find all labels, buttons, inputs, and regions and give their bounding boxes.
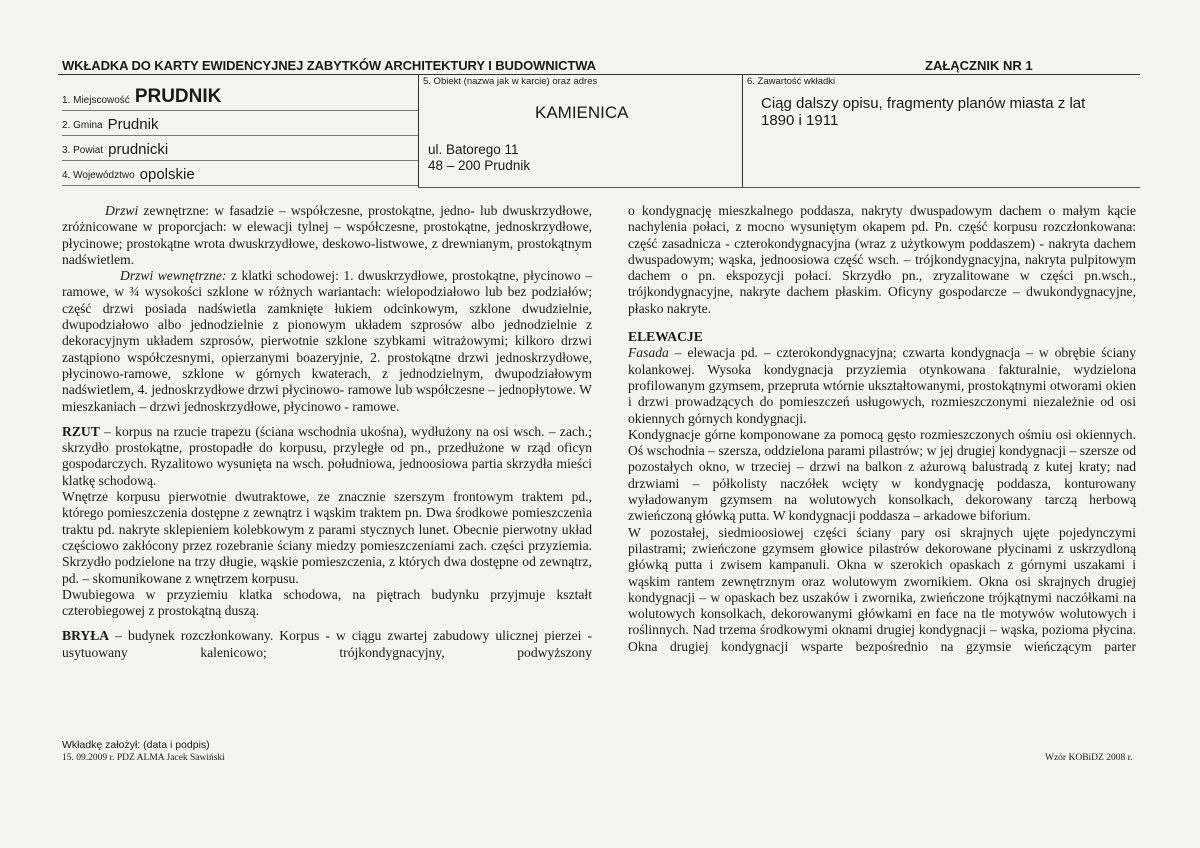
annex-label: ZAŁĄCZNIK NR 1 bbox=[925, 58, 1033, 73]
object-name: KAMIENICA bbox=[535, 103, 629, 122]
paragraph-text: – korpus na rzucie trapezu (ściana wschodnia ukośna), wydłużony na osi wsch. – zach.; skrzydło prostokątne, prostopadłe do korpusu, przyległe od pn., przedłużone w rząd oficyn gospodarczych. Ryzalitowo wysunięta na wsch. południowa, jednoosiowa partia skrzydła mieści klatkę schodową. bbox=[62, 423, 592, 488]
template-version: Wzór KOBiDZ 2008 r. bbox=[1045, 753, 1133, 763]
object-label: 5. Obiekt (nazwa jak w karcie) oraz adres bbox=[423, 76, 598, 87]
contents-text bbox=[761, 95, 1121, 129]
object-street: ul. Batorego 11 bbox=[428, 142, 519, 157]
section-heading: BRYŁA bbox=[62, 628, 110, 644]
contents-line: Ciąg dalszy opisu, fragmenty planów miasta z lat bbox=[761, 95, 1086, 112]
paragraph-lead: Drzwi wewnętrzne: bbox=[120, 268, 227, 284]
section-heading-elevations: ELEWACJE bbox=[628, 329, 703, 345]
paragraph-lead: Fasada bbox=[628, 345, 669, 361]
county-value: prudnicki bbox=[108, 141, 169, 158]
paragraph-text: – budynek rozczłonkowany. Korpus - w ciągu zwartej zabudowy ulicznej pierzei - usytuowany kalenicowo; trójkondygnacyjny, podwyższony bbox=[62, 628, 592, 660]
paragraph-interior-doors bbox=[62, 268, 592, 415]
paragraph-massing-cont: o kondygnację mieszkalnego poddasza, nakryty dwuspadowym dachem o małym kącie nachylenia połaci, z mocno wysuniętym okapem pd. Pn. część korpusu rozczłonkowana: część zasadnicza - czterokondygnacyjna (wraz z użytkowym poddaszem) - nakryta dachem dwuspadowym; wąska, jednoosiowa część wsch. – trójkondygnacyjna, nakryta pulpitowym dachem o pn. ekspozycji połaci. Skrzydło pn., zryzalitowane w części pn.wsch., trójkondygnacyjne, nakryte dachem płaskim. Oficyny gospodarcze – dwukondygnacyjne, płasko nakryte. bbox=[628, 203, 1136, 316]
paragraph-interior: Wnętrze korpusu pierwotnie dwutraktowe, ze znacznie szerszym frontowym traktem pd., którego pomieszczenia dostępne z zewnątrz i wąskim traktem pn. Dwa środkowe pomieszczenia traktu pd. nakryte sklepieniem kolebkowym z parami stycznych lunet. Obecnie pierwotny układ częściowo zakłócony przez rozebranie ściany miedzy pomieszczeniami zach. części przyziemia. Skrzydło podzielone na trzy długie, wąskie pomieszczenia, z których dwa dostępne od zewnątrz, pd. – skomunikowane z wnętrzem korpusu. bbox=[62, 489, 592, 586]
column-divider bbox=[742, 75, 743, 188]
locality-field bbox=[62, 86, 418, 111]
right-text-column bbox=[628, 203, 1136, 655]
locality-label: 1. Miejscowość bbox=[62, 95, 130, 106]
commune-field bbox=[62, 111, 418, 136]
object-address bbox=[428, 142, 530, 174]
county-label: 3. Powiat bbox=[62, 145, 104, 156]
paragraph-text: zewnętrzne: w fasadzie – współczesne, prostokątne, jedno- lub dwuskrzydłowe, zróżnicowane w proporcjach: w elewacji tylnej – współczesne, prostokątne, jednoskrzydłowe, płycinowe; prostokątne wrota dwuskrzydłowe, deskowo-listwowe, z drewnianym, prostokątnym nadświetlem. bbox=[62, 203, 592, 267]
column-divider bbox=[418, 75, 419, 188]
paragraph-massing bbox=[62, 628, 592, 661]
paragraph-facade bbox=[628, 345, 1136, 426]
voivodeship-value: opolskie bbox=[139, 166, 195, 183]
paragraph-text: z klatki schodowej: 1. dwuskrzydłowe, prostokątne, płycinowo – ramowe, w ¾ wysokości szklone w różnych wariantach: wielopodziałowo lub bez podziałów; część drzwi posiada nadświetla zamknięte łukiem odcinkowym, szklone dwudzielnie, dwupodziałowo albo jednodzielnie z pionowym układem szprosów albo jednodzielnie z dekoracyjnym układem szprosów, pierwotnie szklone szybkami witrażowymi; kilkoro drzwi zastąpiono współczesnymi, opierzanymi boazeryjnie, 2. prostokątne drzwi jednoskrzydłowe, płycinowo-ramowe, szklone w górnych kwaterach, z jednodzielnym, dwupodziałowym nadświetlem, 4. jednoskrzydłowe drzwi płycinowo- ramowe lub współczesne – jednopłytowe. W mieszkaniach – drzwi jednoskrzydłowe, płycinowo - ramowe. bbox=[62, 268, 592, 414]
paragraph-exterior-doors bbox=[62, 203, 592, 268]
voivodeship-field bbox=[62, 161, 418, 186]
paragraph-lead: Drzwi bbox=[105, 203, 139, 218]
commune-value: Prudnik bbox=[107, 116, 159, 133]
section-heading: RZUT bbox=[62, 423, 100, 439]
filled-by-label: Wkładkę założył: (data i podpis) bbox=[62, 739, 210, 751]
voivodeship-label: 4. Województwo bbox=[62, 170, 135, 181]
contents-line: 1890 i 1911 bbox=[761, 112, 839, 129]
document-title: WKŁADKA DO KARTY EWIDENCYJNEJ ZABYTKÓW ARCHITEKTURY I BUDOWNICTWA bbox=[62, 58, 596, 73]
paragraph-upper-floors: Kondygnacje górne komponowane za pomocą gęsto rozmieszczonych ośmiu osi okiennych. Oś wschodnia – szersza, oddzielona parami pilastrów; w jej drugiej kondygnacji – szersze od pozostałych okno, w trzeciej – drzwi na balkon z ażurową balustradą z kutej kraty; nad drzwiami – półkolisty naczółek wcięty w kondygnację poddasza, konturowany wyładowanym gzymsem na wolutowych konsolkach, dekorowany tarczą herbową zwieńczoną główką putta. W kondygnacji poddasza – arkadowe biforium. bbox=[628, 426, 1136, 524]
paragraph-plan bbox=[62, 424, 592, 489]
header-bottom-divider bbox=[418, 187, 1140, 188]
paragraph-text: – elewacja pd. – czterokondygnacyjna; czwarta kondygnacja – w obrębie ściany kolankowej. Wysoka kondygnacja przyziemia otynkowana fakturalnie, wydzielona profilowanym gzymsem, przepruta wtórnie ukształtowanymi, prostokątnymi otworami okien i drzwi prowadzących do pomieszczeń usługowych, rozmieszczonymi niezależnie od osi okiennych górnych kondygnacji. bbox=[628, 345, 1136, 426]
contents-label: 6. Zawartość wkładki bbox=[747, 76, 836, 87]
commune-label: 2. Gmina bbox=[62, 120, 103, 131]
county-field bbox=[62, 136, 418, 161]
left-text-column bbox=[62, 203, 592, 661]
header-divider bbox=[58, 74, 1140, 75]
locality-value: PRUDNIK bbox=[134, 86, 222, 107]
paragraph-staircase: Dwubiegowa w przyziemiu klatka schodowa, na piętrach budynku przyjmuje kształt czterobiegowej z prostokątną duszą. bbox=[62, 586, 592, 619]
object-postal: 48 – 200 Prudnik bbox=[428, 158, 531, 173]
filled-by-value: 15. 09.2009 r. PDZ ALMA Jacek Sawiński bbox=[62, 753, 225, 763]
paragraph-remaining-axes: W pozostałej, siedmioosiowej części ściany pary osi skrajnych ujęte pojedynczymi pilastrami; zwieńczone gzymsem głowice pilastrów dekorowane płycinami z uskrzydloną główką putta i zwisem kampanuli. Okna w szerokich opaskach z górnymi uszakami i wąskim rantem zewnętrznym oraz wolutowym zwornikiem. Okna osi skrajnych drugiej kondygnacji – w opaskach bez uszaków i zwornika, zwieńczone trójkątnymi naczółkami na wolutowych konsolkach, dekorowanymi główkami en face na tle motywów wolutowych i roślinnych. Nad trzema środkowymi oknami drugiej kondygnacji – wąska, pozioma płycina. Okna drugiej kondygnacji wsparte bezpośrednio na gzymsie wieńczącym parter bbox=[628, 524, 1136, 654]
